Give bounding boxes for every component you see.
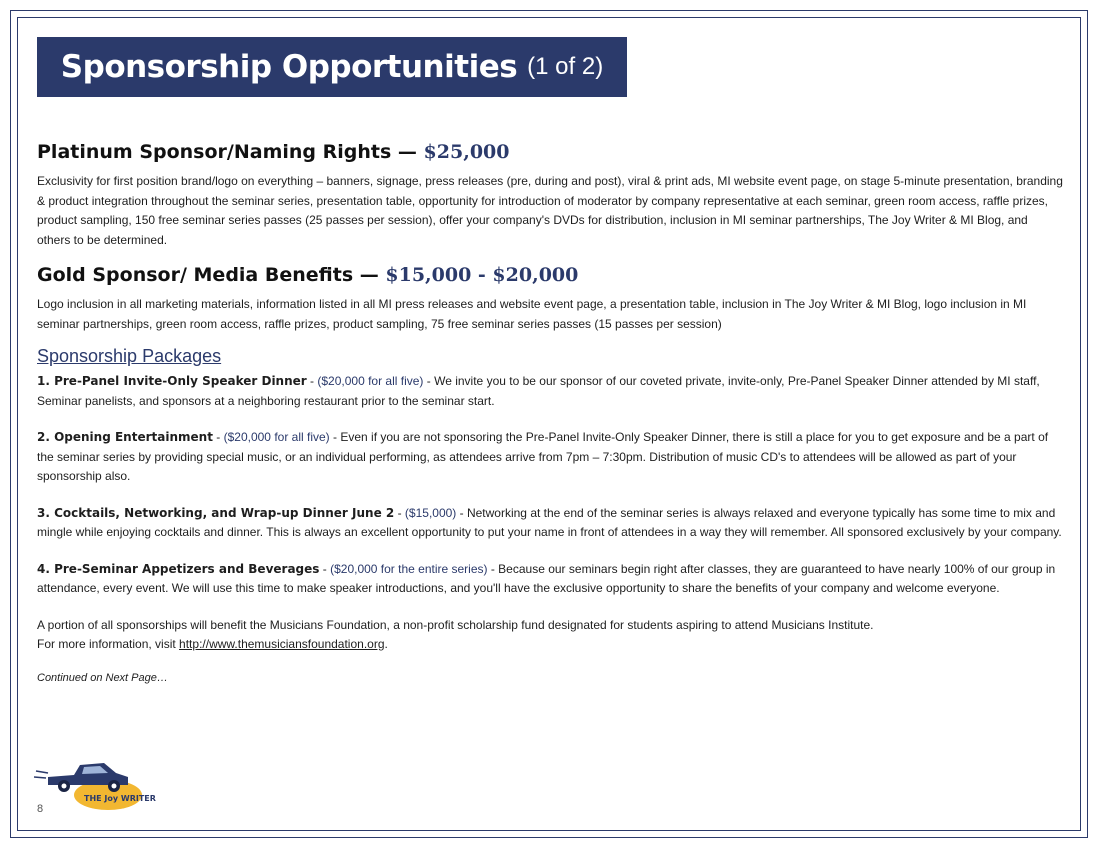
platinum-description: Exclusivity for first position brand/logo on everything – banners, signage, press releases (pre, during and post), viral & print ads, MI website event page, on stage 5-minute presentation, branding & product integration throughout the seminar series, presentation table, opportunity for introduction of moderator by company representative at each seminar, green room access, raffle prizes, product sampling, 150 free seminar series passes (25 passes per session), offer your company's DVDs for distribution, inclusion in MI seminar partnerships, The Joy Writer & MI Blog, and others to be determined.: [37, 174, 1063, 247]
gold-description: Logo inclusion in all marketing materials, information listed in all MI press releases and website event page, a presentation table, inclusion in The Joy Writer & MI Blog, logo inclusion in MI seminar partnerships, green room access, raffle prizes, product sampling, 75 free seminar series passes (15 passes per session): [37, 297, 1027, 331]
platinum-price: $25,000: [423, 141, 510, 163]
logo-text: THE Joy WRITER: [84, 794, 156, 803]
page-number: 8: [37, 803, 44, 815]
package-separator: -: [319, 561, 331, 576]
gold-heading: [37, 264, 1063, 286]
more-info-prefix: For more information, visit: [37, 637, 180, 651]
foundation-note: [37, 616, 1063, 655]
package-name: 1. Pre-Panel Invite-Only Speaker Dinner: [37, 374, 307, 388]
package-item: [37, 504, 1063, 543]
package-name: 2. Opening Entertainment: [37, 430, 213, 444]
package-item: [37, 560, 1063, 599]
package-price: ($20,000 for the entire series): [330, 561, 488, 576]
package-text: - Networking at the end of the seminar series is always relaxed and everyone typically has some time to mix and mingle while enjoying cocktails and dinner. This is always an excellent opportunity to put your name in front of attendees in a way they will remember. All sponsored exclusively by your company.: [37, 505, 1062, 539]
main-content: [37, 141, 1063, 688]
platinum-heading: [37, 141, 1063, 163]
foundation-note-text: A portion of all sponsorships will benefit the Musicians Foundation, a non-profit scholarship fund designated for students aspiring to attend Musicians Institute.: [37, 617, 874, 632]
package-price: ($20,000 for all five): [223, 430, 330, 444]
package-text: - We invite you to be our sponsor of our coveted private, invite-only, Pre-Panel Speaker Dinner attended by MI staff, Seminar panelists, and sponsors at a neighboring restaurant prior to the seminar start.: [37, 374, 1040, 408]
gold-heading-text: Gold Sponsor/ Media Benefits —: [37, 264, 379, 286]
package-separator: -: [394, 505, 405, 520]
page-part-indicator: (1 of 2): [527, 53, 604, 80]
foundation-link[interactable]: http://www.themusiciansfoundation.org: [179, 637, 385, 651]
title-banner: [37, 37, 627, 97]
joy-writer-logo: [34, 755, 156, 813]
package-separator: -: [212, 430, 224, 444]
page-title: Sponsorship Opportunities: [60, 49, 518, 85]
package-separator: -: [306, 374, 318, 388]
continued-note: Continued on Next Page…: [37, 671, 168, 684]
package-name: 4. Pre-Seminar Appetizers and Beverages: [37, 561, 320, 576]
package-price: ($20,000 for all five): [317, 374, 424, 388]
platinum-heading-text: Platinum Sponsor/Naming Rights —: [37, 141, 417, 163]
gold-price: $15,000 - $20,000: [385, 264, 579, 286]
package-item: [37, 428, 1063, 487]
package-name: 3. Cocktails, Networking, and Wrap-up Dinner June 2: [37, 505, 395, 520]
packages-heading: Sponsorship Packages: [37, 346, 222, 366]
package-text: - Because our seminars begin right after classes, they are guaranteed to have nearly 100% of our group in attendance, every event. We will use this time to make speaker introductions, and you'll have the exclusive opportunity to share the benefits of your company and welcome everyone.: [37, 561, 1056, 595]
more-info-suffix: .: [384, 637, 388, 651]
package-item: [37, 372, 1063, 411]
package-price: ($15,000): [404, 505, 457, 520]
car-logo-icon: [34, 755, 156, 813]
package-text: - Even if you are not sponsoring the Pre-Panel Invite-Only Speaker Dinner, there is still a place for you to get exposure and be a part of the seminar series by providing special music, or an individual performing, as attendees arrive from 7pm – 7:30pm. Distribution of music CD's to attendees will be allowed as part of your sponsorship also.: [37, 430, 1049, 483]
